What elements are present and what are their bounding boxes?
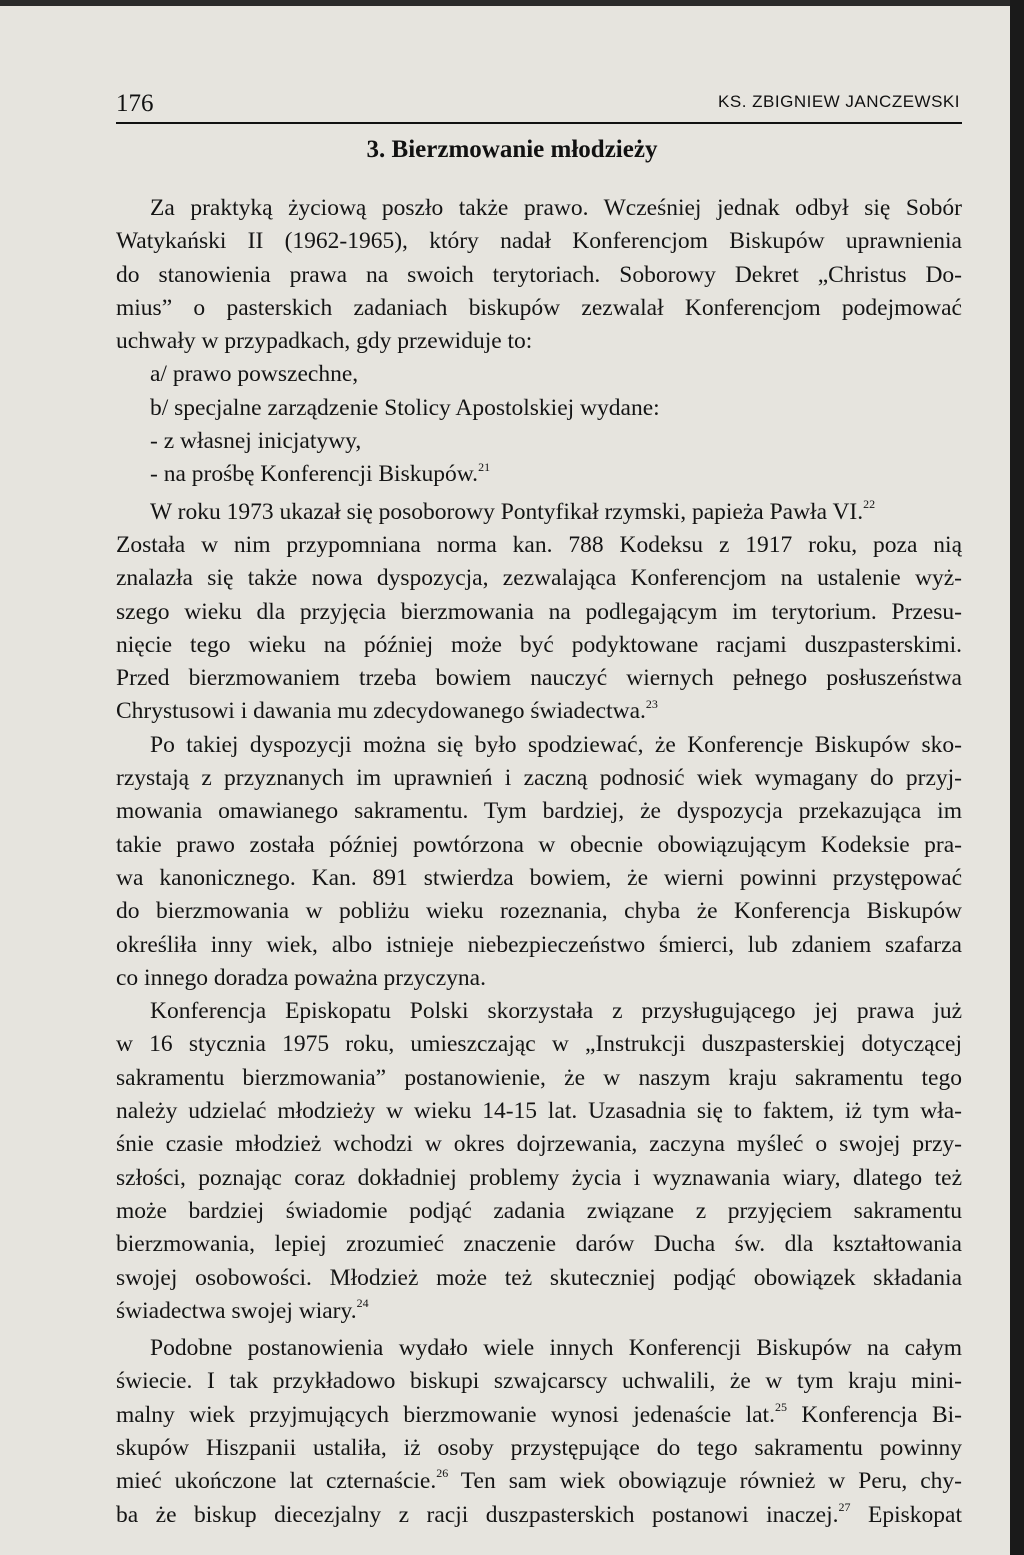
text-span: mieć ukończone lat czternaście. (116, 1468, 437, 1495)
text-line: rzystają z przyznanych im uprawnień i zaczną podnosić wiek wymagany do przyj- (116, 765, 962, 792)
body-text (116, 192, 962, 1532)
text-line: Konferencja Episkopatu Polski skorzystała z przysługującego jej prawa już (150, 998, 962, 1025)
text-line: swojej osobowości. Młodzież może też skuteczniej podjąć obowiązek składania (116, 1264, 962, 1291)
list-item-dash (116, 458, 962, 491)
text-line (116, 496, 962, 529)
text-line: bierzmowania, lepiej zrozumieć znaczenie darów Ducha św. dla kształtowania (116, 1231, 962, 1258)
list-item-dash: - z własnej inicjatywy, (150, 428, 362, 455)
text-line: Podobne postanowienia wydało wiele innych Konferencji Biskupów na całym (150, 1335, 962, 1362)
footnote-ref: 25 (774, 1399, 787, 1414)
text-line: w 16 stycznia 1975 roku, umieszczając w „Instrukcji duszpasterskiej dotyczącej (116, 1031, 962, 1058)
text-line: należy udzielać młodzieży w wieku 14-15 lat. Uzasadnia się to faktem, iż tym wła- (116, 1098, 962, 1125)
text-line (116, 695, 962, 728)
text-span: Episkopat (850, 1501, 962, 1528)
text-line: Została w nim przypomniana norma kan. 788 Kodeksu z 1917 roku, poza nią (116, 531, 962, 558)
text-span: ba że biskup diecezjalny z racji duszpasterskich postanowi inaczej. (116, 1501, 839, 1528)
text-line: Za praktyką życiową poszło także prawo. Wcześniej jednak odbył się Sobór (150, 195, 962, 221)
footnote-ref: 23 (645, 696, 658, 711)
footnote-ref: 26 (436, 1466, 449, 1481)
text-line: świecie. I tak przykładowo biskupi szwajcarscy uchwalili, że w tym kraju mini- (116, 1368, 962, 1395)
footnote-ref: 21 (478, 459, 491, 474)
list-item-b: b/ specjalne zarządzenie Stolicy Apostolskiej wydane: (150, 394, 660, 421)
text-line (116, 1399, 962, 1432)
page-number: 176 (116, 90, 154, 117)
text-line: szego wieku dla przyjęcia bierzmowania na podlegającym im terytorium. Przesu- (116, 598, 962, 625)
text-line: znalazła się także nowa dyspozycja, zezwalająca Konferencjom na ustalenie wyż- (116, 565, 962, 592)
footnote-ref: 22 (863, 496, 876, 511)
text-line: Watykański II (1962-1965), który nadał Konferencjom Biskupów uprawnienia (116, 228, 962, 255)
text-line: Po takiej dyspozycji można się było spodziewać, że Konferencje Biskupów sko- (150, 731, 962, 758)
text-line: sakramentu bierzmowania” postanowienie, że w naszym kraju sakramentu tego (116, 1064, 962, 1091)
text-span: Chrystusowi i dawania mu zdecydowanego świadectwa. (116, 698, 646, 725)
scan-right-edge (1010, 0, 1024, 1555)
list-item-a: a/ prawo powszechne, (150, 361, 359, 388)
footnote-ref: 24 (356, 1295, 369, 1310)
footnote-ref: 27 (838, 1499, 851, 1514)
text-line: określiła inny wiek, albo istnieje niebezpieczeństwo śmierci, lub zdaniem szafarza (116, 931, 962, 958)
text-line: może bardziej świadomie podjąć zadania związane z przyjęciem sakramentu (116, 1197, 962, 1224)
text-line (116, 1499, 962, 1532)
section-title: 3. Bierzmowanie młodzieży (366, 136, 658, 163)
text-span: Konferencja Bi- (786, 1401, 962, 1428)
scan-top-edge (0, 0, 1024, 6)
text-span: malny wiek przyjmujących bierzmowanie wynosi jedenaście lat. (116, 1401, 775, 1428)
text-line: skupów Hiszpanii ustaliła, iż osoby przystępujące do tego sakramentu powinny (116, 1434, 962, 1461)
text-line: do bierzmowania w pobliżu wieku rozeznania, chyba że Konferencja Biskupów (116, 898, 962, 925)
running-head (116, 88, 962, 124)
text-line (116, 1295, 962, 1328)
text-line: mius” o pasterskich zadaniach biskupów zezwalał Konferencjom podejmować (116, 294, 962, 321)
text-line: wa kanonicznego. Kan. 891 stwierdza bowiem, że wierni powinni przystępować (116, 864, 962, 891)
text-line: nięcie tego wieku na później może być podyktowane racjami duszpasterskimi. (116, 631, 962, 658)
text-line: szłości, poznając coraz dokładniej problemy życia i wyznawania wiary, dlatego też (116, 1164, 962, 1191)
text-line: Przed bierzmowaniem trzeba bowiem nauczyć wiernych pełnego posłuszeństwa (116, 665, 962, 692)
text-line: do stanowienia prawa na swoich terytoriach. Soborowy Dekret „Christus Do- (116, 261, 962, 288)
running-head-author: KS. ZBIGNIEW JANCZEWSKI (718, 92, 960, 111)
list-text: - na prośbę Konferencji Biskupów. (150, 461, 479, 488)
text-line (116, 1465, 962, 1498)
text-line: uchwały w przypadkach, gdy przewiduje to: (116, 328, 533, 355)
text-span: Ten sam wiek obowiązuje również w Peru, chy- (448, 1468, 962, 1495)
text-line: takie prawo została później powtórzona w obecnie obowiązującym Kodeksie pra- (116, 831, 962, 858)
text-line: mowania omawianego sakramentu. Tym bardziej, że dyspozycja przekazująca im (116, 798, 962, 825)
text-span: W roku 1973 ukazał się posoborowy Pontyfikał rzymski, papieża Pawła VI. (150, 498, 864, 525)
text-line: co innego doradza poważna przyczyna. (116, 964, 486, 991)
text-span: świadectwa swojej wiary. (116, 1297, 357, 1324)
text-line: śnie czasie młodzież wchodzi w okres dojrzewania, zaczyna myśleć o swojej przy- (116, 1131, 962, 1158)
